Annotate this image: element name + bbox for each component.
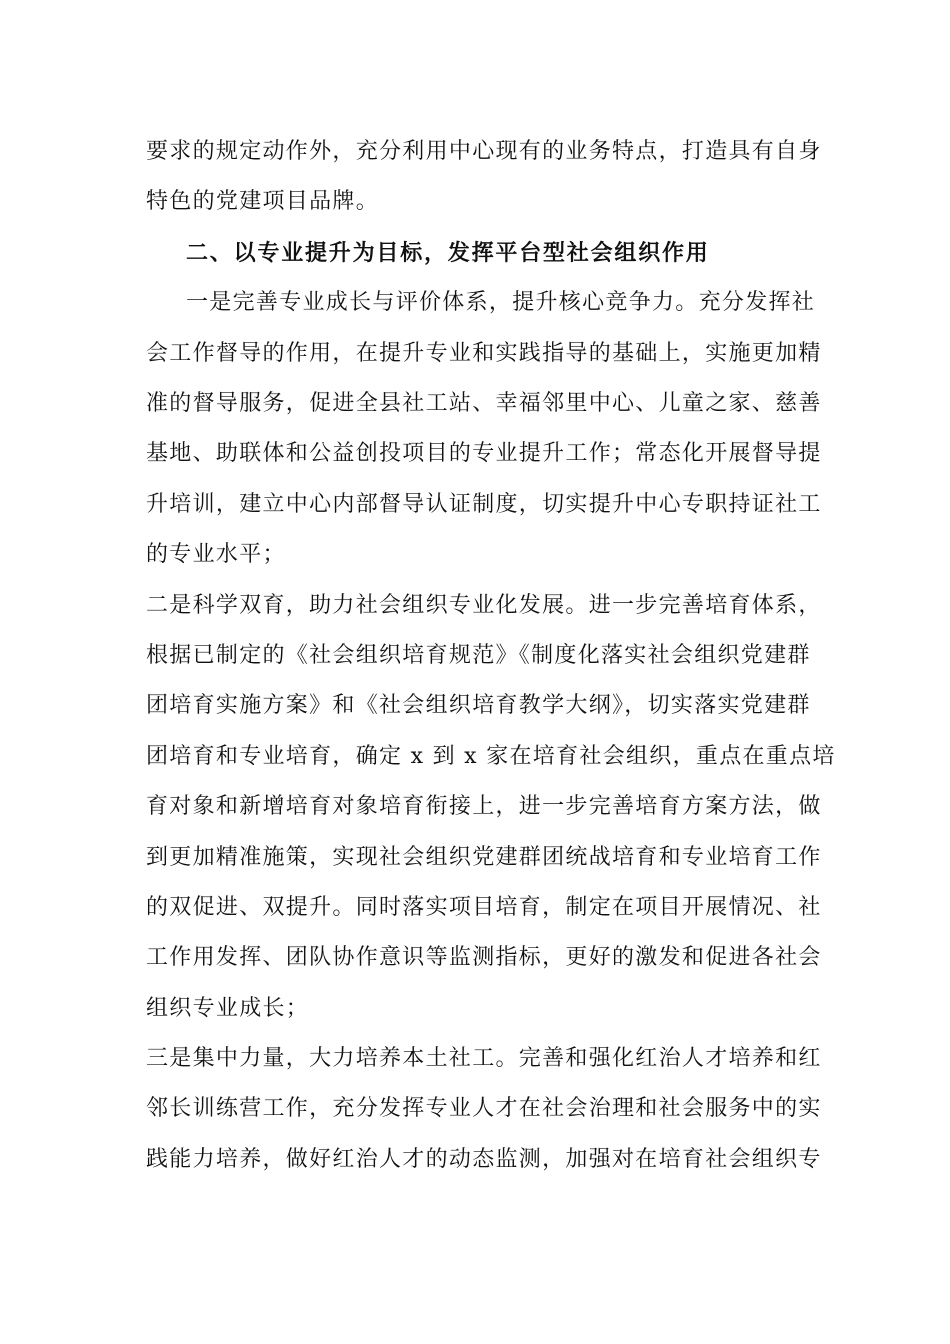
paragraph-4-line-1: 三是集中力量，大力培养本土社工。完善和强化红治人才培养和红 [146,1046,822,1071]
paragraph-2-line-2: 会工作督导的作用，在提升专业和实践指导的基础上，实施更加精 [146,341,822,366]
paragraph-4-line-3: 践能力培养，做好红治人才的动态监测，加强对在培育社会组织专 [146,1147,822,1172]
paragraph-4-line-2: 邻长训练营工作，充分发挥专业人才在社会治理和社会服务中的实 [146,1096,822,1121]
section-heading: 二、以专业提升为目标，发挥平台型社会组织作用 [186,240,710,266]
paragraph-2-line-5: 升培训，建立中心内部督导认证制度，切实提升中心专职持证社工 [146,492,822,517]
paragraph-1-line-1: 要求的规定动作外，充分利用中心现有的业务特点，打造具有自身 [146,139,822,164]
paragraph-3-line-7: 的双促进、双提升。同时落实项目培育，制定在项目开展情况、社 [146,895,822,920]
paragraph-2-line-3: 准的督导服务，促进全县社工站、幸福邻里中心、儿童之家、慈善 [146,391,822,416]
paragraph-3-line-4: 团培育和专业培育，确定 x 到 x 家在培育社会组织，重点在重点培 [146,744,836,769]
paragraph-2-line-6: 的专业水平； [146,542,286,567]
paragraph-3-line-9: 组织专业成长； [146,996,310,1021]
paragraph-3-line-3: 团培育实施方案》和《社会组织培育教学大纲》，切实落实党建群 [146,693,811,718]
paragraph-2-line-1: 一是完善专业成长与评价体系，提升核心竞争力。充分发挥社 [186,290,816,315]
paragraph-2-line-4: 基地、助联体和公益创投项目的专业提升工作；常态化开展督导提 [146,441,822,466]
paragraph-3-line-2: 根据已制定的《社会组织培育规范》《制度化落实社会组织党建群 [146,643,811,668]
paragraph-3-line-1: 二是科学双育，助力社会组织专业化发展。进一步完善培育体系， [146,593,822,618]
paragraph-3-line-5: 育对象和新增培育对象培育衔接上，进一步完善培育方案方法，做 [146,794,822,819]
paragraph-3-line-6: 到更加精准施策，实现社会组织党建群团统战培育和专业培育工作 [146,845,822,870]
paragraph-1-line-2: 特色的党建项目品牌。 [146,189,380,214]
paragraph-3-line-8: 工作用发挥、团队协作意识等监测指标，更好的激发和促进各社会 [146,945,822,970]
